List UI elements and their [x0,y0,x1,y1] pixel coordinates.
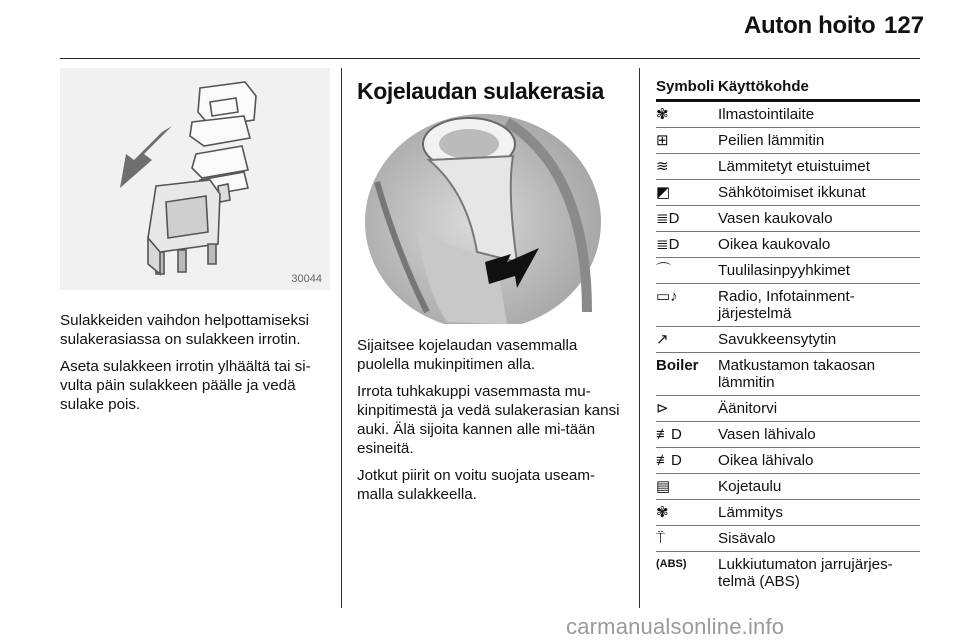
boiler-symbol: Boiler [656,357,699,374]
row-label: Peilien lämmitin [718,132,825,149]
table-row [656,500,920,526]
header-title: Auton hoito [744,12,876,39]
column-header-usage: Käyttökohde [718,78,809,95]
left-column [60,68,330,422]
table-row [656,327,920,353]
table-row [656,154,920,180]
table-row [656,258,920,284]
horn-icon: ⊳ [656,400,669,417]
low-beam-left-icon: ≢D [656,426,682,443]
row-label: Vasen lähivalo [718,426,816,443]
row-label: Radio, Infotainment-järjestelmä [718,288,855,322]
paragraph: Sijaitsee kojelaudan vasemmalla puolella mukinpitimen alla. [357,337,578,373]
interior-light-icon: ⍡ [656,530,666,547]
middle-column [357,68,623,512]
row-label: Lukkiutumaton jarrujärjes-telmä (ABS) [718,556,893,590]
column-header-symbol: Symboli [656,78,715,95]
row-label: Oikea lähivalo [718,452,814,469]
paragraph: Aseta sulakkeen irrotin ylhäältä tai si-vulta päin sulakkeen päälle ja vedä sulake pois. [60,358,311,413]
table-row [656,102,920,128]
radio-icon: ▭♪ [656,288,678,305]
row-label: Oikea kaukovalo [718,236,831,253]
column-divider [639,68,640,608]
section-heading: Kojelaudan sulakerasia [357,78,604,104]
row-label: Matkustamon takaosan lämmitin [718,357,876,391]
header-rule [60,58,920,59]
dashboard-fuse-box-photo [357,112,623,324]
fuse-table [656,68,920,594]
row-label: Lämmitetyt etuistuimet [718,158,870,175]
seat-heating-icon: ≋ [656,158,669,175]
table-row [656,448,920,474]
column-divider [341,68,342,608]
abs-icon: (ABS) [656,558,687,570]
table-row [656,474,920,500]
high-beam-right-icon: ≣D [656,236,680,253]
table-row [656,422,920,448]
row-label: Kojetaulu [718,478,782,495]
table-row [656,526,920,552]
paragraph: Jotkut piirit on voitu suojata useam-malla sulakkeella. [357,467,596,503]
fuse-puller-illustration [60,68,330,290]
row-label: Sisävalo [718,530,776,547]
high-beam-left-icon: ≣D [656,210,680,227]
row-label: Savukkeensytytin [718,331,837,348]
table-header [656,68,920,102]
figure-number: 30044 [291,273,322,285]
instrument-panel-icon: ▤ [656,478,671,495]
fuse-puller-drawing [60,68,330,290]
cigarette-lighter-icon: ↗ [656,331,669,348]
table-row [656,353,920,396]
row-label: Ilmastointilaite [718,106,815,123]
paragraph: Irrota tuhkakuppi vasemmasta mu-kinpitimestä ja vedä sulakerasian kansi auki. Älä sijoita kannen alle mi-tään esineitä. [357,383,620,457]
dashboard-drawing [357,112,623,324]
page-number: 127 [884,12,925,39]
fan-icon: ✾ [656,106,669,123]
low-beam-right-icon: ≢D [656,452,682,469]
table-row [656,180,920,206]
power-window-icon: ◩ [656,184,671,201]
table-row [656,284,920,327]
row-label: Vasen kaukovalo [718,210,833,227]
row-label: Tuulilasinpyyhkimet [718,262,850,279]
table-row [656,232,920,258]
mirror-heating-icon: ⊞ [656,132,669,149]
table-row [656,396,920,422]
row-label: Sähkötoimiset ikkunat [718,184,866,201]
row-label: Äänitorvi [718,400,778,417]
table-row [656,552,920,594]
paragraph: Sulakkeiden vaihdon helpottamiseksi sulakerasiassa on sulakkeen irrotin. [60,312,310,348]
table-row [656,128,920,154]
heater-fan-icon: ✾ [656,504,669,521]
watermark: carmanualsonline.info [566,614,785,639]
row-label: Lämmitys [718,504,783,521]
wiper-icon: ⌒ [656,262,672,279]
table-row [656,206,920,232]
